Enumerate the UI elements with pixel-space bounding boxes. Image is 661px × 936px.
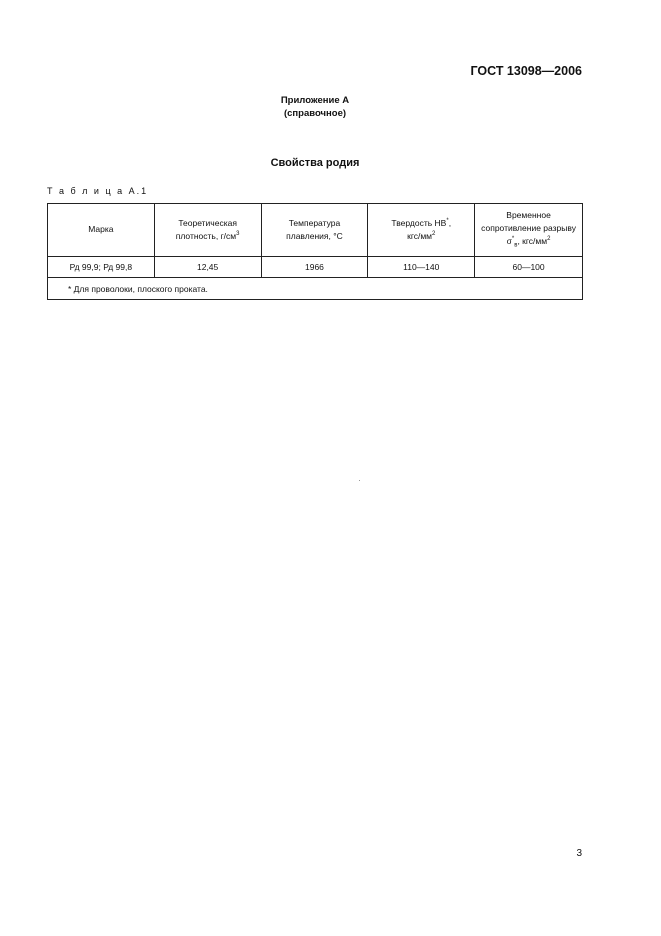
table-label: Т а б л и ц а А.1: [47, 186, 149, 196]
header-grade: Марка: [48, 204, 155, 257]
header-density: Теоретическая плотность, $г/см^3$: [154, 204, 261, 257]
header-melting-point: Температура плавления, °С: [261, 204, 368, 257]
section-title: Свойства родия: [270, 157, 360, 169]
cell-density: 12,45: [154, 257, 261, 278]
table-row: [48, 257, 583, 278]
cell-tensile-strength: 60—100: [475, 257, 583, 278]
appendix-kind: (справочное): [283, 108, 347, 119]
table-footnote: * Для проволоки, плоского проката.: [48, 278, 583, 300]
scan-speck: [359, 480, 360, 481]
table-footnote-row: [48, 278, 583, 300]
table-header-row: [48, 204, 583, 257]
header-hardness: Твердость НВ*, кгс/$мм^2$: [368, 204, 475, 257]
cell-grade: Рд 99,9; Рд 99,8: [48, 257, 155, 278]
header-tensile-strength: Временное сопротивление разрыву $\sigma^*_в$, кгс/$мм^2$: [475, 204, 583, 257]
document-code: ГОСТ 13098—2006: [470, 64, 582, 78]
page-number: 3: [576, 848, 582, 859]
appendix-title: Приложение А: [280, 95, 350, 106]
cell-melting-point: 1966: [261, 257, 368, 278]
cell-hardness: 110—140: [368, 257, 475, 278]
properties-table: [47, 203, 583, 300]
